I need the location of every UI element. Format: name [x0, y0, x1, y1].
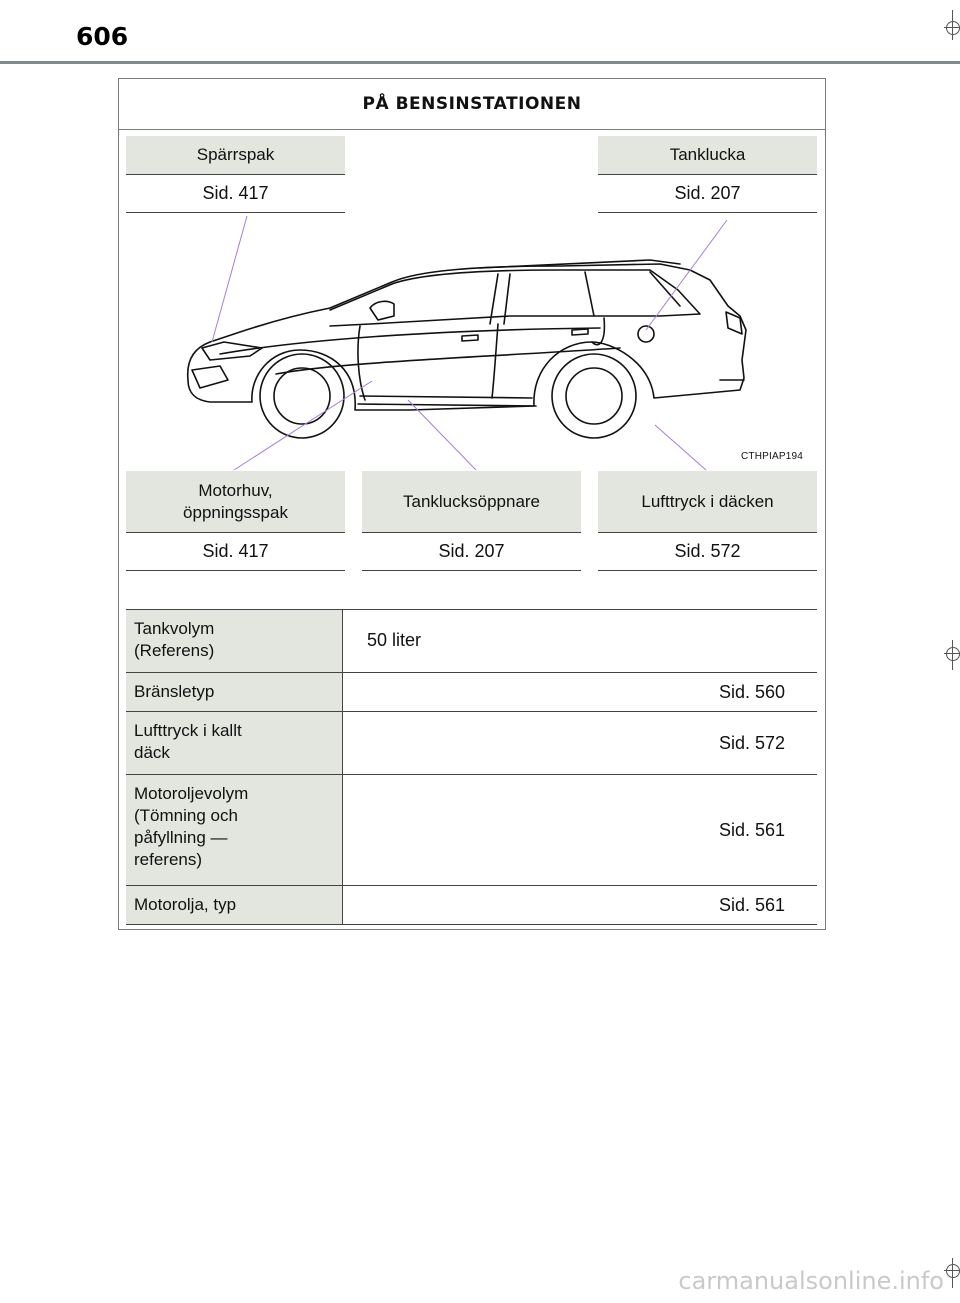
row-label: Lufttryck i kallt däck	[126, 712, 343, 774]
row-value: Sid. 561	[718, 819, 785, 840]
callout-hood-lever	[126, 136, 345, 213]
callout-hood-release	[126, 471, 345, 571]
table-row	[126, 712, 817, 775]
callout-page-ref: Sid. 572	[598, 533, 817, 571]
car-side-illustration	[180, 230, 820, 470]
row-label: Motoroljevolym (Tömning och påfyllning — referens)	[126, 775, 343, 885]
figure-code: CTHPIAP194	[741, 451, 804, 462]
fuel-spec-table	[126, 609, 817, 925]
callout-label: Lufttryck i däcken	[598, 471, 817, 533]
row-label: Motorolja, typ	[126, 886, 343, 924]
row-value: Sid. 560	[718, 681, 785, 702]
header-rule	[0, 61, 960, 64]
section-title: PÅ BENSINSTATIONEN	[119, 79, 825, 130]
table-row	[126, 775, 817, 886]
callout-page-ref: Sid. 417	[126, 533, 345, 571]
callout-fuel-door-opener	[362, 471, 581, 571]
callout-tire-pressure	[598, 471, 817, 571]
watermark: carmanualsonline.info	[678, 1267, 944, 1295]
callout-fuel-door	[598, 136, 817, 213]
crop-mark-middle	[944, 640, 960, 670]
callout-page-ref: Sid. 207	[362, 533, 581, 571]
row-label: Tankvolym (Referens)	[126, 610, 343, 672]
callout-label: Spärrspak	[126, 136, 345, 175]
callout-label: Motorhuv, öppningsspak	[126, 471, 345, 533]
row-label: Bränsletyp	[126, 673, 343, 711]
callout-page-ref: Sid. 417	[126, 175, 345, 213]
crop-mark-top	[944, 10, 960, 40]
callout-page-ref: Sid. 207	[598, 175, 817, 213]
row-value: Sid. 561	[718, 894, 785, 915]
table-row	[126, 610, 817, 673]
crop-mark-bottom	[944, 1258, 960, 1288]
row-value: 50 liter	[367, 630, 422, 650]
callout-label: Tanklucka	[598, 136, 817, 175]
page-number: 606	[76, 22, 129, 51]
row-value: Sid. 572	[718, 732, 785, 753]
callout-label: Tanklucksöppnare	[362, 471, 581, 533]
table-row	[126, 886, 817, 925]
table-row	[126, 673, 817, 712]
